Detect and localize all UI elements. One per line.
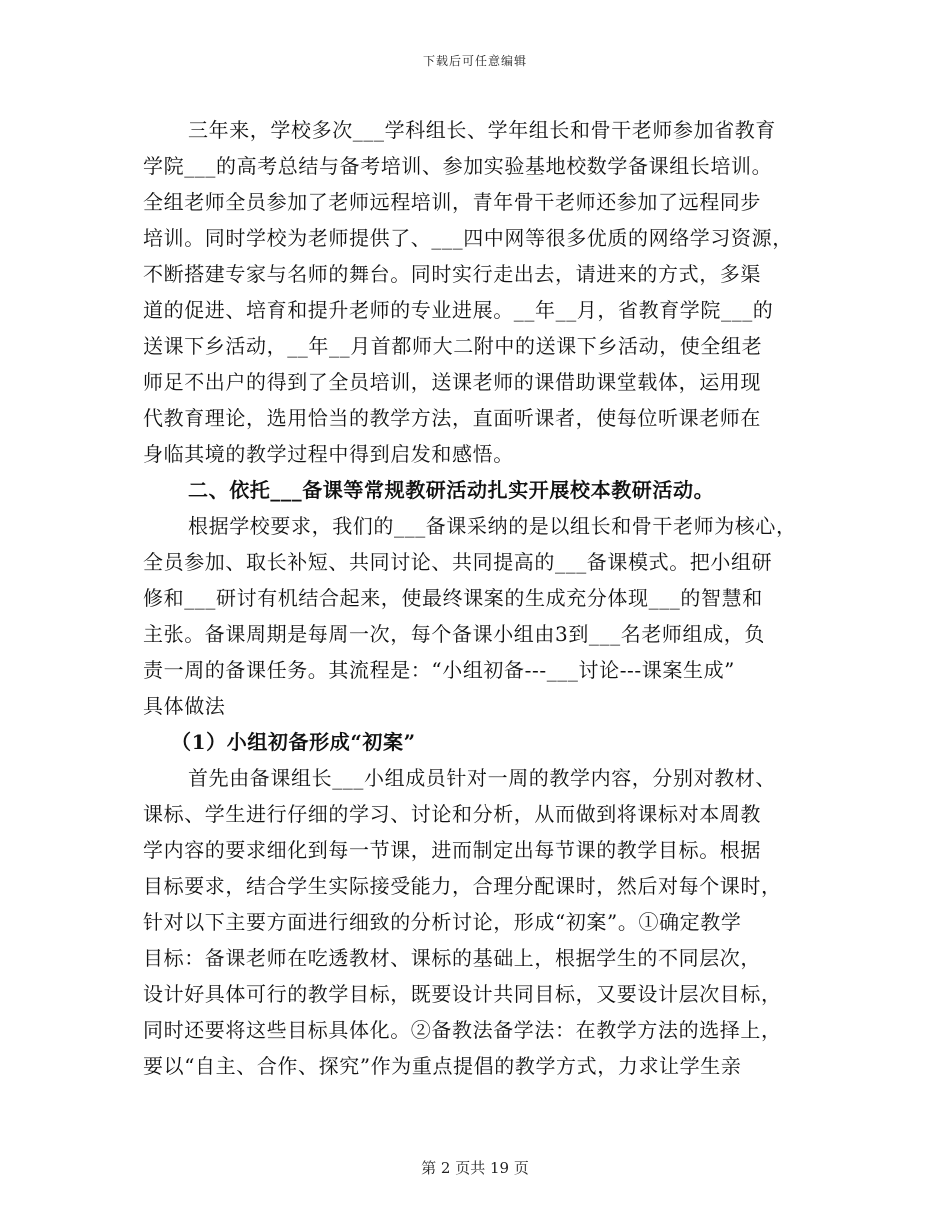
text-line: 学院___的高考总结与备考培训、参加实验基地校数学备课组长培训。 [143, 154, 773, 178]
text-line: 目标要求，结合学生实际接受能力，合理分配课时，然后对每个课时， [143, 874, 782, 898]
section-heading: 二、依托___备课等常规教研活动扎实开展校本教研活动。 [188, 478, 715, 502]
text-line: 目标：备课老师在吃透教材、课标的基础上，根据学生的不同层次， [143, 946, 761, 970]
text-line: 根据学校要求，我们的___备课采纳的是以组长和骨干老师为核心， [188, 514, 797, 538]
text-line: 全员参加、取长补短、共同讨论、共同提高的___备课模式。把小组研 [143, 550, 773, 574]
text-line: 学内容的要求细化到每一节课，进而制定出每节课的教学目标。根据 [143, 838, 761, 862]
text-line: 针对以下主要方面进行细致的分析讨论，形成“初案”。①确定教学 [143, 910, 742, 934]
text-line: 责一周的备课任务。其流程是：“小组初备---___讨论---课案生成” [143, 658, 735, 682]
text-line: 设计好具体可行的教学目标，既要设计共同目标，又要设计层次目标， [143, 982, 782, 1006]
page-header: 下载后可任意编辑 [422, 54, 527, 68]
page-footer: 第 2 页共 19 页 [421, 1159, 529, 1177]
text-line: 三年来，学校多次___学科组长、学年组长和骨干老师参加省教育 [188, 118, 776, 142]
text-line: 课标、学生进行仔细的学习、讨论和分析，从而做到将课标对本周教 [143, 802, 761, 826]
text-line: 首先由备课组长___小组成员针对一周的教学内容，分别对教材、 [188, 766, 776, 790]
text-line: 同时还要将这些目标具体化。②备教法备学法：在教学方法的选择上， [143, 1018, 782, 1042]
text-line: 代教育理论，选用恰当的教学方法，直面听课者，使每位听课老师在 [143, 406, 761, 430]
text-line: 要以“自主、合作、探究”作为重点提倡的教学方式，力求让学生亲 [143, 1054, 742, 1078]
text-line: 主张。备课周期是每周一次，每个备课小组由3到___名老师组成，负 [143, 622, 765, 646]
text-line: 身临其境的教学过程中得到启发和感悟。 [143, 442, 514, 466]
subsection-heading: （1）小组初备形成“初案” [171, 730, 416, 754]
text-line: 师足不出户的得到了全员培训，送课老师的课借助课堂载体，运用现 [143, 370, 761, 394]
text-line: 送课下乡活动，__年__月首都师大二附中的送课下乡活动，使全组老 [143, 334, 763, 358]
text-line: 道的促进、培育和提升老师的专业进展。__年__月，省教育学院___的 [143, 298, 774, 322]
text-line: 不断搭建专家与名师的舞台。同时实行走出去，请进来的方式，多渠 [143, 262, 761, 286]
text-line: 培训。同时学校为老师提供了、___四中网等很多优质的网络学习资源， [143, 226, 793, 250]
text-line: 修和___研讨有机结合起来，使最终课案的生成充分体现___的智慧和 [143, 586, 763, 610]
text-line: 全组老师全员参加了老师远程培训，青年骨干老师还参加了远程同步 [143, 190, 761, 214]
text-line: 具体做法 [143, 694, 226, 718]
